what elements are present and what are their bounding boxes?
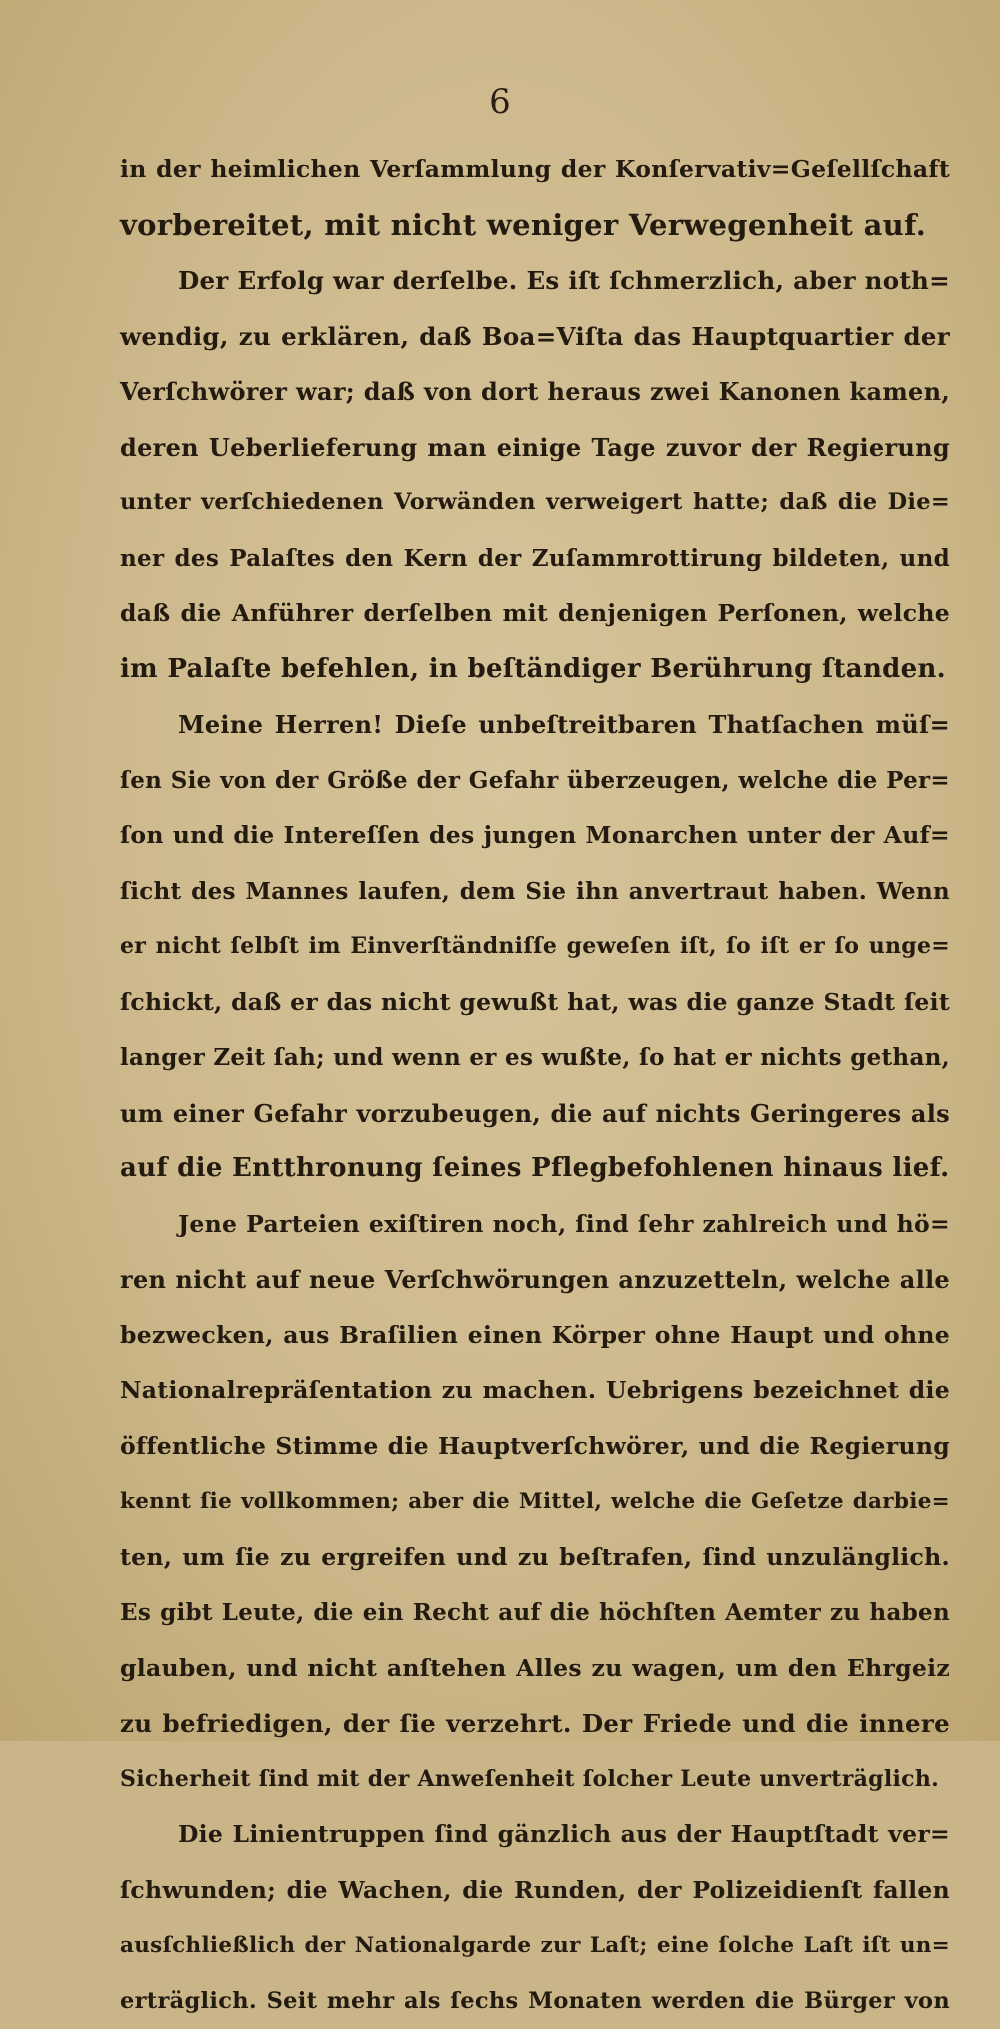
text-line: ſchwunden; die Wachen, die Runden, der Polizeidienſt fallen xyxy=(120,1863,950,1919)
text-line: ſen Sie von der Größe der Gefahr überzeugen, welche die Per= xyxy=(120,753,950,809)
text-line: Sicherheit ſind mit der Anweſenheit ſolcher Leute unverträglich. xyxy=(120,1752,950,1808)
text-line: Die Linientruppen ſind gänzlich aus der Hauptſtadt ver= xyxy=(120,1807,950,1863)
text-line: langer Zeit ſah; und wenn er es wußte, ſo hat er nichts gethan, xyxy=(120,1030,950,1086)
text-line: erträglich. Seit mehr als ſechs Monaten werden die Bürger von xyxy=(120,1974,950,2029)
text-line: ner des Palaſtes den Kern der Zuſammrottirung bildeten, und xyxy=(120,531,950,587)
text-line: bezwecken, aus Braſilien einen Körper ohne Haupt und ohne xyxy=(120,1308,950,1364)
text-line: im Palaſte befehlen, in beſtändiger Berührung ſtanden. xyxy=(120,642,950,698)
text-line: ſicht des Mannes laufen, dem Sie ihn anvertraut haben. Wenn xyxy=(120,864,950,920)
text-line: ſchickt, daß er das nicht gewußt hat, was die ganze Stadt ſeit xyxy=(120,975,950,1031)
text-body xyxy=(120,142,950,2029)
text-line: öffentliche Stimme die Hauptverſchwörer, und die Regierung xyxy=(120,1419,950,1475)
text-line: zu befriedigen, der ſie verzehrt. Der Friede und die innere xyxy=(120,1696,950,1752)
text-line: Der Erfolg war derſelbe. Es iſt ſchmerzlich, aber noth= xyxy=(120,253,950,309)
text-line: ſon und die Intereſſen des jungen Monarchen unter der Auf= xyxy=(120,808,950,864)
text-line: Verſchwörer war; daß von dort heraus zwei Kanonen kamen, xyxy=(120,364,950,420)
text-line: Es gibt Leute, die ein Recht auf die höchſten Aemter zu haben xyxy=(120,1585,950,1641)
text-line: ten, um ſie zu ergreifen und zu beſtrafen, ſind unzulänglich. xyxy=(120,1530,950,1586)
text-line: vorbereitet, mit nicht weniger Verwegenheit auf. xyxy=(120,198,950,254)
text-line: auf die Entthronung ſeines Pflegbefohlenen hinaus lief. xyxy=(120,1141,950,1197)
text-line: glauben, und nicht anſtehen Alles zu wagen, um den Ehrgeiz xyxy=(120,1641,950,1697)
text-line: deren Ueberlieferung man einige Tage zuvor der Regierung xyxy=(120,420,950,476)
text-line: Nationalrepräſentation zu machen. Uebrigens bezeichnet die xyxy=(120,1363,950,1419)
text-line: Meine Herren! Dieſe unbeſtreitbaren Thatſachen müſ= xyxy=(120,697,950,753)
text-line: wendig, zu erklären, daß Boa=Viſta das Hauptquartier der xyxy=(120,309,950,365)
text-line: ausſchließlich der Nationalgarde zur Laſt; eine ſolche Laſt iſt un= xyxy=(120,1918,950,1974)
text-line: ren nicht auf neue Verſchwörungen anzuzetteln, welche alle xyxy=(120,1252,950,1308)
text-line: in der heimlichen Verſammlung der Konſervativ=Geſellſchaft xyxy=(120,142,950,198)
text-line: er nicht ſelbſt im Einverſtändniſſe geweſen iſt, ſo iſt er ſo unge= xyxy=(120,919,950,975)
text-line: unter verſchiedenen Vorwänden verweigert hatte; daß die Die= xyxy=(120,475,950,531)
text-line: Jene Parteien exiſtiren noch, ſind ſehr zahlreich und hö= xyxy=(120,1197,950,1253)
text-line: um einer Gefahr vorzubeugen, die auf nichts Geringeres als xyxy=(120,1086,950,1142)
page-number: 6 xyxy=(0,82,1000,122)
text-line: daß die Anführer derſelben mit denjenigen Perſonen, welche xyxy=(120,586,950,642)
text-line: kennt ſie vollkommen; aber die Mittel, welche die Geſetze darbie= xyxy=(120,1474,950,1530)
